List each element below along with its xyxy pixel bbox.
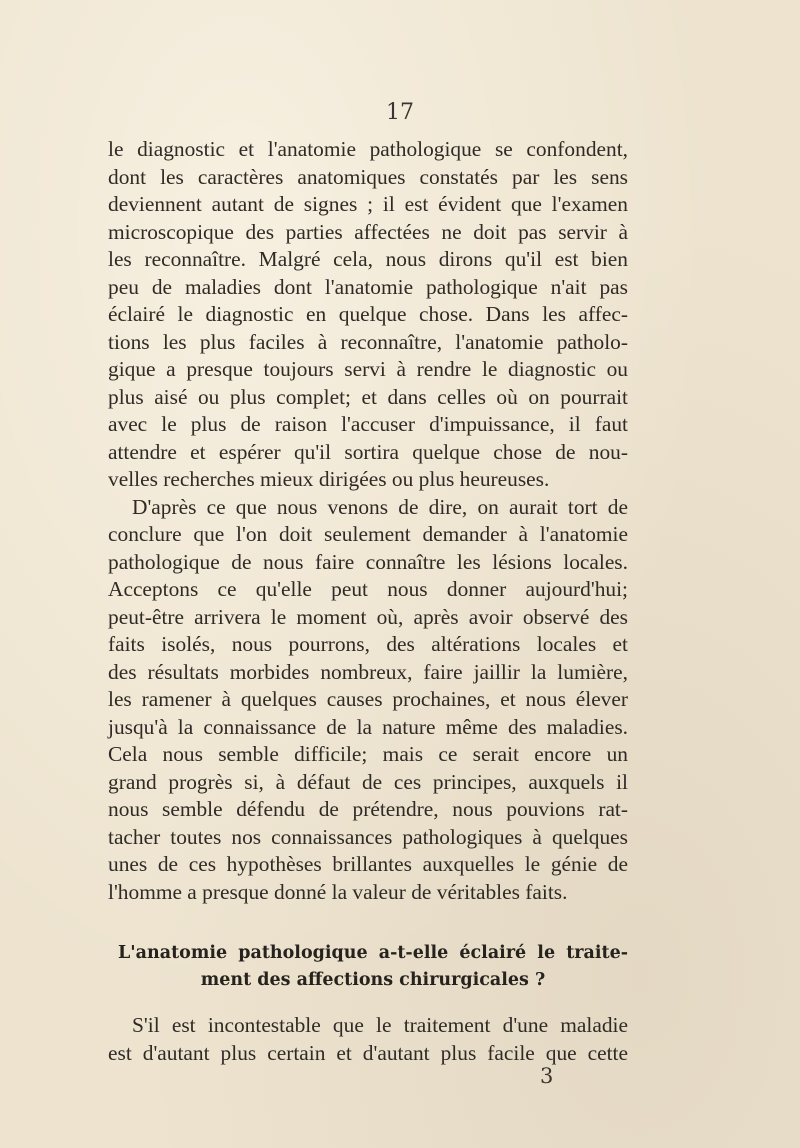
text-line: D'après ce que nous venons de dire, on aurait tort de: [132, 494, 628, 519]
text-line: peut-être arrivera le moment où, après avoir observé des: [108, 604, 628, 629]
text-line: conclure que l'on doit seulement demander à l'anatomie: [108, 522, 628, 546]
heading-line: L'anatomie pathologique a-t-elle éclairé le traite-: [118, 943, 628, 963]
text-line: faits isolés, nous pourrons, des altérations locales et: [108, 632, 628, 656]
text-line: peu de maladies dont l'anatomie pathologique n'ait pas: [108, 274, 628, 299]
text-line: les ramener à quelques causes prochaines, et nous élever: [108, 687, 628, 711]
text-line: grand progrès si, à défaut de ces principes, auxquels il: [108, 769, 628, 794]
text-line: pathologique de nous faire connaître les lésions locales.: [108, 549, 628, 574]
page-number: 17: [386, 100, 414, 125]
text-line: dont les caractères anatomiques constatés par les sens: [108, 164, 628, 189]
text-line: Acceptons ce qu'elle peut nous donner aujourd'hui;: [108, 577, 628, 601]
text-line: tacher toutes nos connaissances pathologiques à quelques: [108, 824, 628, 849]
text-line: attendre et espérer qu'il sortira quelque chose de nou-: [108, 439, 628, 464]
text-line: des résultats morbides nombreux, faire jaillir la lumière,: [108, 659, 628, 684]
text-line: est d'autant plus certain et d'autant plus facile que cette: [108, 1040, 628, 1065]
text-line: unes de ces hypothèses brillantes auxquelles le génie de: [108, 852, 628, 876]
text-line: microscopique des parties affectées ne doit pas servir à: [108, 219, 628, 244]
text-line: nous semble défendu de prétendre, nous pouvions rat-: [108, 797, 628, 821]
paragraph-1: [108, 136, 628, 494]
text-line: jusqu'à la connaissance de la nature même des maladies.: [108, 714, 628, 739]
text-line: le diagnostic et l'anatomie pathologique se confondent,: [108, 137, 628, 161]
heading-line: ment des affections chirurgicales ?: [200, 970, 546, 990]
signature-mark: 3: [540, 1064, 554, 1088]
text-line: éclairé le diagnostic en quelque chose. Dans les affec-: [108, 302, 628, 326]
text-line: tions les plus faciles à reconnaître, l'anatomie patholo-: [108, 329, 628, 354]
text-line: plus aisé ou plus complet; et dans celles où on pourrait: [108, 384, 628, 409]
text-line: avec le plus de raison l'accuser d'impuissance, il faut: [108, 412, 628, 436]
body-text: [108, 136, 628, 906]
paragraph-2: [108, 494, 628, 907]
paragraph-3: [108, 1012, 628, 1067]
text-line: Cela nous semble difficile; mais ce serait encore un: [108, 742, 628, 766]
text-line: velles recherches mieux dirigées ou plus heureuses.: [108, 467, 550, 491]
text-line: deviennent autant de signes ; il est évident que l'examen: [108, 192, 628, 216]
section-heading: [118, 940, 628, 994]
text-line: les reconnaître. Malgré cela, nous dirons qu'il est bien: [108, 247, 628, 271]
text-line: l'homme a presque donné la valeur de véritables faits.: [108, 879, 568, 904]
text-line: gique a presque toujours servi à rendre le diagnostic ou: [108, 357, 628, 381]
text-line: S'il est incontestable que le traitement d'une maladie: [132, 1013, 628, 1037]
